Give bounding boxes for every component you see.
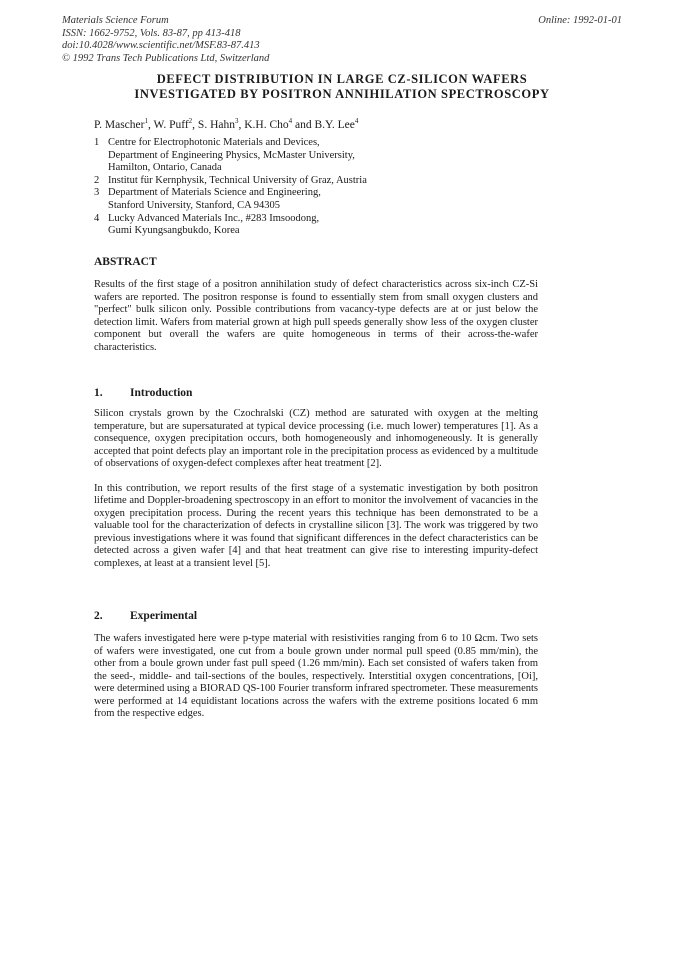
affiliation-line: Hamilton, Ontario, Canada (108, 162, 222, 174)
experimental-paragraph: The wafers investigated here were p-type material with resistivities ranging from 6 to 10 Ωcm. Two sets of wafers were investigated, one cut from a boule grown under normal pull speed (0.85 mm/min), the other from a boule grown under fast pull speed (1.26 mm/min). Each set consisted of wafers taken from the seed-, middle- and tail-sections of the boules, respectively. Interstitial oxygen concentrations, [Oi], were determined using a BIORAD QS-100 Fourier transform infrared spectrometer. These measurements were performed at 14 equidistant locations across the wafers with the extreme positions located 6 mm from the respective edges. (94, 633, 538, 719)
abstract-text (94, 279, 538, 354)
author-separator: and (292, 118, 315, 131)
author-name: S. Hahn (197, 118, 235, 131)
title-line-1: DEFECT DISTRIBUTION IN LARGE CZ-SILICON WAFERS (156, 72, 528, 86)
author-affiliation-mark: 2 (188, 117, 193, 125)
issn-line: ISSN: 1662-9752, Vols. 83-87, pp 413-418 (62, 27, 241, 39)
affiliation-line: Stanford University, Stanford, CA 94305 (108, 199, 280, 211)
introduction-paragraph: Silicon crystals grown by the Czochralski (CZ) method are saturated with oxygen at the melting temperature, but are supersaturated at typical device processing (i.e. much lower) temperatures [1]. As a consequence, oxygen precipitation occurs, both homogeneously and inhomogeneously. It is generally accepted that point defects play an important role in the precipitation process as evidenced by a multitude of observations of oxygen-defect complexes after heat treatment [2]. (94, 408, 538, 469)
title-line-2: INVESTIGATED BY POSITRON ANNIHILATION SPECTROSCOPY (134, 87, 550, 101)
author-separator: , (192, 118, 198, 131)
author-affiliation-mark: 4 (288, 117, 293, 125)
section-number: 1. (94, 387, 103, 399)
paper-title (62, 72, 622, 102)
section-number: 2. (94, 610, 103, 622)
affiliation-number: 3 (94, 187, 100, 199)
author-name: B.Y. Lee (314, 118, 355, 131)
affiliation-line: Department of Materials Science and Engineering, (108, 187, 321, 199)
affiliation-item (94, 213, 554, 238)
online-date: Online: 1992-01-01 (538, 15, 622, 26)
abstract-paragraph: Results of the first stage of a positron annihilation study of defect characteristics across six-inch CZ-Si wafers are reported. The positron response is found to essentially stem from small oxygen clusters and "perfect" bulk silicon only. Possible contributions from vacancy-type defects are at or just below the detection limit. Wafers from material grown at high pull speeds generally show less of the oxygen cluster component but overall the wafers are quite homogeneous in terms of their across-the-wafer characteristics. (94, 279, 538, 353)
affiliation-line: Institut für Kernphysik, Technical University of Graz, Austria (108, 174, 367, 186)
copyright-line: © 1992 Trans Tech Publications Ltd, Switzerland (62, 52, 270, 64)
section-heading-experimental (94, 609, 197, 623)
section-heading-introduction (94, 386, 192, 400)
author-separator: , (238, 118, 245, 131)
section-title: Introduction (130, 387, 193, 399)
author-affiliation-mark: 1 (144, 117, 148, 125)
doi-line: doi:10.4028/www.scientific.net/MSF.83-87.413 (62, 40, 260, 51)
author-affiliation-mark: 3 (234, 117, 239, 125)
author-separator: , (147, 118, 154, 131)
affiliation-number: 1 (94, 137, 100, 148)
affiliation-item (94, 137, 554, 175)
journal-name: Materials Science Forum (62, 15, 169, 26)
affiliation-item (94, 187, 554, 212)
affiliation-line: Department of Engineering Physics, McMaster University, (108, 149, 355, 161)
affiliation-list (94, 137, 554, 238)
introduction-paragraph: In this contribution, we report results of the first stage of a systematic investigation by both positron lifetime and Doppler-broadening spectroscopy in an effort to monitor the involvement of vacancies in the oxygen precipitation process. During the recent years this technique has been demonstrated to be a valuable tool for the characterization of defects in crystalline silicon [3]. The work was triggered by two previous investigations where it was found that significant differences in the defect characteristics can be detected across a given wafer [4] and that heat treatment can give rise to interesting impurity-defect complexes, at least at a transient level [5]. (94, 482, 538, 569)
abstract-heading: ABSTRACT (94, 256, 157, 268)
author-name: K.H. Cho (244, 118, 289, 131)
affiliation-line: Gumi Kyungsangbukdo, Korea (108, 225, 240, 237)
author-name: W. Puff (153, 118, 189, 131)
author-name: P. Mascher (94, 118, 145, 131)
section-title: Experimental (130, 610, 198, 622)
introduction-body (94, 408, 538, 570)
author-affiliation-mark: 4 (354, 117, 359, 125)
journal-header (62, 15, 622, 65)
author-list (94, 114, 358, 132)
affiliation-item (94, 175, 554, 188)
affiliation-number: 4 (94, 212, 100, 224)
affiliation-line: Centre for Electrophotonic Materials and Devices, (108, 137, 320, 148)
experimental-body (94, 633, 538, 721)
affiliation-line: Lucky Advanced Materials Inc., #283 Imsoodong, (108, 212, 320, 224)
affiliation-number: 2 (94, 174, 100, 186)
